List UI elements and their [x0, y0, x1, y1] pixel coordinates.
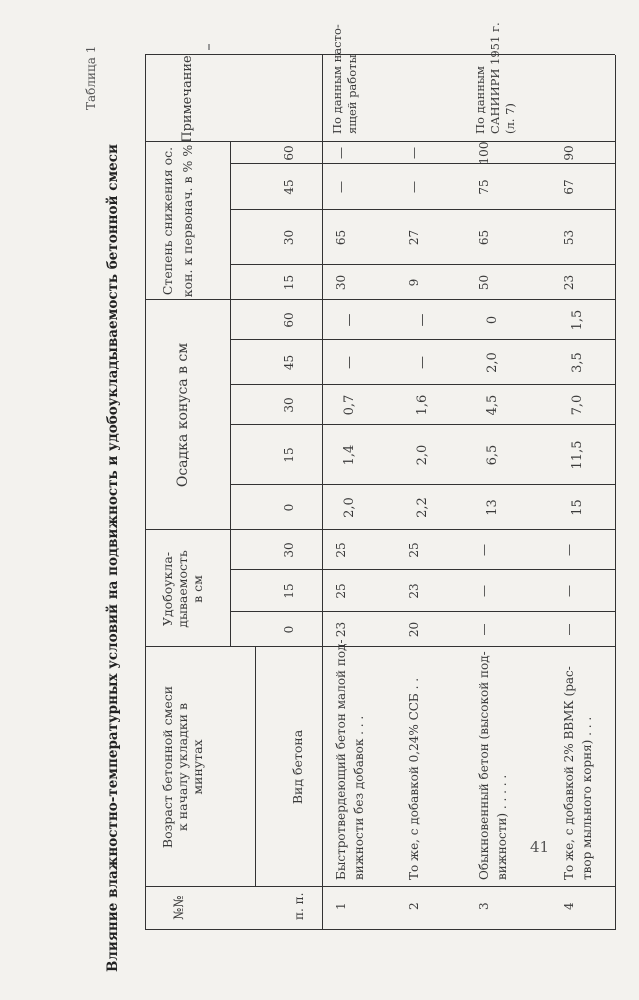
- header-sub-rule: [230, 300, 231, 530]
- column-rule: [145, 141, 615, 142]
- workability-value: 25: [334, 542, 348, 558]
- row-concrete-type: То же, с добавкой 0,24% ССБ . .: [407, 677, 421, 880]
- reduction-value: —: [334, 181, 348, 193]
- row-concrete-type: вижности без добавок . . .: [352, 715, 366, 880]
- header-note: Примечание: [180, 55, 195, 143]
- workability-value: 25: [334, 583, 348, 599]
- reduction-minute-label: 45: [282, 179, 296, 195]
- reduction-value: 100: [477, 141, 491, 165]
- row-concrete-type: твор мыльного корня) . . .: [580, 716, 594, 880]
- table-top-border: [145, 55, 146, 930]
- row-concrete-type: Быстротвердеющий бетон малой под-: [334, 639, 348, 880]
- reduction-value: 27: [407, 229, 421, 246]
- slump-value: 0: [485, 315, 500, 325]
- slump-value: 13: [485, 499, 500, 516]
- reduction-value: 65: [477, 229, 491, 246]
- minute-column-rule: [230, 484, 615, 485]
- reduction-value: 50: [477, 274, 491, 291]
- header-slump: Осадка конуса в см: [175, 342, 191, 488]
- minute-column-rule: [230, 569, 615, 570]
- row-concrete-type: вижности) . . . . .: [495, 774, 509, 880]
- reduction-value: —: [407, 181, 421, 193]
- header-sub-rule: [255, 647, 256, 887]
- column-rule: [145, 299, 615, 300]
- reduction-minute-label: 60: [282, 145, 296, 161]
- slump-minute-label: 45: [282, 354, 296, 371]
- minute-column-rule: [230, 339, 615, 340]
- header-workability: в см: [190, 575, 205, 603]
- header-age: Возраст бетонной смеси: [160, 685, 175, 849]
- workability-value: —: [477, 585, 491, 597]
- minute-column-rule: [230, 611, 615, 612]
- minute-column-rule: [230, 209, 615, 210]
- reduction-value: 9: [407, 278, 421, 287]
- slump-value: —: [415, 356, 430, 369]
- slump-value: 0,7: [342, 394, 357, 416]
- reduction-value: —: [407, 147, 421, 159]
- row-number: 2: [407, 902, 421, 910]
- row-number: 4: [562, 902, 576, 910]
- ink-mark: [208, 44, 210, 50]
- slump-value: 2,0: [342, 497, 357, 518]
- page-number: 41: [530, 838, 550, 856]
- minute-column-rule: [230, 384, 615, 385]
- reduction-value: 90: [562, 145, 576, 161]
- table-label: Таблица 1: [84, 45, 98, 110]
- row-concrete-type: Обыкновенный бетон (высокой под-: [477, 651, 491, 880]
- workability-value: —: [477, 544, 491, 556]
- row-concrete-type: То же, с добавкой 2% ВВМК (рас-: [562, 666, 576, 880]
- slump-minute-label: 30: [282, 397, 296, 413]
- column-rule: [145, 54, 615, 55]
- slump-value: 2,2: [415, 497, 430, 518]
- reduction-value: 30: [334, 274, 348, 291]
- header-reduction: Степень снижения ос.: [160, 146, 175, 296]
- column-rule: [145, 646, 615, 647]
- column-rule: [145, 529, 615, 530]
- slump-value: 7,0: [570, 394, 585, 416]
- slump-value: —: [415, 313, 430, 327]
- column-rule: [145, 886, 615, 887]
- reduction-minute-label: 30: [282, 229, 296, 246]
- slump-value: 1,5: [570, 309, 585, 331]
- note-text: По данным: [473, 66, 487, 134]
- table-left-border: [145, 929, 615, 930]
- workability-value: 23: [407, 583, 421, 599]
- workability-value: 23: [334, 621, 348, 638]
- slump-minute-label: 0: [282, 503, 296, 512]
- slump-value: —: [342, 313, 357, 327]
- note-text: По данным насто-: [330, 24, 344, 134]
- work-minute-label: 15: [282, 583, 296, 599]
- header-age: к началу укладки в: [175, 703, 190, 831]
- table-bottom-border: [615, 55, 616, 930]
- header-workability: Удобоукла-: [160, 551, 175, 627]
- minute-column-rule: [230, 424, 615, 425]
- reduction-minute-label: 15: [282, 274, 296, 291]
- note-text: (л. 7): [503, 103, 517, 134]
- header-sub-rule: [230, 530, 231, 647]
- slump-value: 6,5: [485, 444, 500, 466]
- workability-value: 25: [407, 542, 421, 558]
- reduction-value: 23: [562, 274, 576, 291]
- row-number: 1: [334, 902, 348, 910]
- reduction-value: 75: [477, 179, 491, 195]
- slump-value: 11,5: [570, 440, 585, 470]
- workability-value: —: [562, 623, 576, 636]
- slump-value: 1,4: [342, 444, 357, 466]
- page-title: Влияние влажностно-температурных условий на подвижность и удобоукладываемость бетонной смеси: [105, 143, 121, 972]
- workability-value: 20: [407, 621, 421, 638]
- reduction-value: 53: [562, 229, 576, 246]
- workability-value: —: [477, 623, 491, 636]
- reduction-value: —: [334, 147, 348, 159]
- header-type: Вид бетона: [290, 729, 305, 805]
- work-minute-label: 30: [282, 542, 296, 558]
- slump-value: 15: [570, 499, 585, 516]
- header-num: №№: [172, 895, 187, 920]
- slump-minute-label: 60: [282, 312, 296, 328]
- slump-value: 1,6: [415, 394, 430, 416]
- slump-value: 2,0: [485, 352, 500, 373]
- workability-value: —: [562, 544, 576, 556]
- minute-column-rule: [230, 163, 615, 164]
- header-reduction: кон. к первонач. в % %: [180, 144, 195, 298]
- minute-column-rule: [230, 264, 615, 265]
- header-age: минутах: [190, 739, 205, 795]
- header-num-sub: п. п.: [292, 892, 306, 920]
- work-minute-label: 0: [282, 625, 296, 634]
- slump-value: 3,5: [570, 352, 585, 373]
- reduction-value: 65: [334, 229, 348, 246]
- slump-minute-label: 15: [282, 447, 296, 463]
- header-sub-rule: [230, 142, 231, 300]
- note-text: ящей работы: [345, 54, 359, 134]
- note-text: САНИИРИ 1951 г.: [488, 22, 502, 134]
- slump-value: —: [342, 356, 357, 369]
- reduction-value: 67: [562, 179, 576, 195]
- row-number: 3: [477, 902, 491, 910]
- header-workability: дываемость: [175, 550, 190, 628]
- workability-value: —: [562, 585, 576, 597]
- header-bottom-rule: [322, 55, 323, 930]
- slump-value: 4,5: [485, 394, 500, 416]
- slump-value: 2,0: [415, 444, 430, 466]
